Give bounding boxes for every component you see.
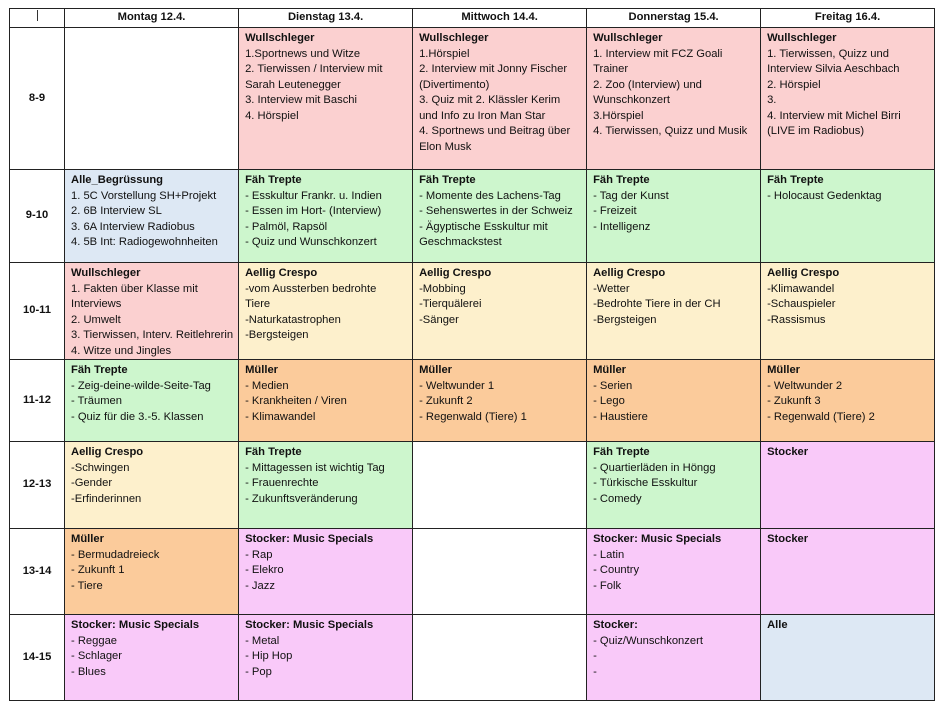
topic-line: - Zukunft 1 [71,564,125,576]
time-slot-row [10,263,935,360]
time-slot-row [10,442,935,529]
schedule-cell [413,529,587,615]
day-header: Montag 12.4. [65,9,239,28]
topic-line: 2. Interview mit Jonny Fischer [419,63,568,75]
time-label: 8-9 [10,28,65,170]
slot-host: Wullschleger [593,32,663,44]
schedule-cell [413,615,587,701]
topic-line: - Weltwunder 2 [767,379,843,392]
topic-line: -Tierquälerei [419,298,482,310]
topic-line: 1.Hörspiel [419,47,470,60]
topic-line: - Zukunft 3 [767,395,821,407]
topic-line: - Esskultur Frankr. u. Indien [245,189,382,202]
topic-line: Wunschkonzert [593,94,670,106]
topic-line: 2. Tierwissen / Interview mit [245,63,383,75]
slot-host: Stocker: Music Specials [245,619,374,631]
topic-line: 4. Hörspiel [245,109,299,122]
topic-line: 3. Tierwissen, Interv. Reitlehrerin [71,329,234,341]
topic-line: - Sehenswertes in der Schweiz [419,205,573,217]
topic-line: Interview Silvia Aeschbach [767,63,900,75]
schedule-cell [65,170,239,263]
slot-host: Wullschleger [419,32,489,44]
topic-line: 1.Sportnews und Witze [245,47,361,60]
schedule-cell [587,442,761,529]
schedule-cell [761,263,935,360]
topic-line: - Intelligenz [593,220,651,233]
topic-line: -Bedrohte Tiere in der CH [593,298,721,310]
topic-line: - Haustiere [593,410,648,423]
topic-line: -vom Aussterben bedrohte [245,282,377,295]
schedule-cell [587,360,761,442]
topic-line: -Gender [71,477,113,489]
topic-line: - Träumen [71,395,122,407]
header-row [10,9,935,28]
topic-line: - Quiz und Wunschkonzert [245,236,377,248]
topic-line: -Rassismus [767,313,826,326]
topic-line: - Krankheiten / Viren [245,395,347,407]
topic-line: - Mittagessen ist wichtig Tag [245,461,385,474]
schedule-cell [65,442,239,529]
schedule-cell [65,529,239,615]
topic-line: 3. Quiz mit 2. Klässler Kerim [419,94,561,106]
schedule-cell [413,263,587,360]
topic-line: -Bergsteigen [245,329,309,341]
slot-host: Wullschleger [71,267,141,279]
topic-line: 4. 5B Int: Radiogewohnheiten [71,236,218,248]
topic-line: 1. 5C Vorstellung SH+Projekt [71,189,217,202]
slot-host: Fäh Trepte [245,446,302,458]
topic-line: - Lego [593,395,625,407]
schedule-cell [413,360,587,442]
time-label: 13-14 [10,529,65,615]
time-label: 9-10 [10,170,65,263]
topic-line: -Wetter [593,282,630,295]
schedule-cell [239,529,413,615]
topic-line: 2. Hörspiel [767,78,821,91]
topic-line: - [593,665,597,678]
slot-host: Aellig Crespo [767,267,840,279]
schedule-cell [761,170,935,263]
schedule-cell [413,28,587,170]
schedule-cell [239,28,413,170]
schedule-cell [65,263,239,360]
topic-line: - Palmöl, Rapsöl [245,220,328,233]
topic-line: 4. Tierwissen, Quizz und Musik [593,125,748,137]
schedule-cell [587,28,761,170]
slot-host: Stocker: Music Specials [71,619,200,631]
day-header: Donnerstag 15.4. [587,9,761,28]
schedule-cell [239,360,413,442]
schedule-cell [761,442,935,529]
topic-line: - Klimawandel [245,410,316,423]
schedule-cell [587,170,761,263]
schedule-cell [587,615,761,701]
slot-host: Fäh Trepte [245,174,302,186]
topic-line: -Schwingen [71,461,130,474]
topic-line: - Weltwunder 1 [419,379,495,392]
time-label: 11-12 [10,360,65,442]
topic-line: - Schlager [71,650,122,662]
schedule-cell [413,170,587,263]
topic-line: - Türkische Esskultur [593,477,698,489]
slot-host: Stocker [767,446,809,458]
topic-line: - Metal [245,634,280,647]
slot-host: Stocker: [593,619,638,631]
topic-line: 3. 6A Interview Radiobus [71,220,195,233]
topic-line: - Quiz für die 3.-5. Klassen [71,410,204,423]
slot-host: Fäh Trepte [767,174,824,186]
slot-host: Aellig Crespo [419,267,492,279]
slot-host: Fäh Trepte [593,446,650,458]
topic-line: - Essen im Hort- (Interview) [245,205,382,217]
topic-line: - Bermudadreieck [71,548,160,561]
schedule-cell [65,615,239,701]
slot-host: Wullschleger [767,32,837,44]
topic-line: - Blues [71,665,106,678]
topic-line: - Reggae [71,634,118,647]
topic-line: - Elekro [245,564,284,576]
schedule-cell [587,529,761,615]
topic-line: 2. 6B Interview SL [71,205,162,217]
slot-host: Müller [767,364,801,376]
topic-line: - Rap [245,548,273,561]
corner-mark [37,10,38,21]
day-header: Freitag 16.4. [761,9,935,28]
topic-line: - Ägyptische Esskultur mit [419,220,548,233]
slot-host: Fäh Trepte [593,174,650,186]
topic-line: - Tag der Kunst [593,189,669,202]
schedule-cell [65,28,239,170]
topic-line: Sarah Leutenegger [245,78,341,91]
topic-line: Interviews [71,298,122,310]
slot-host: Müller [419,364,453,376]
slot-host: Müller [245,364,279,376]
topic-line: - Comedy [593,492,642,505]
slot-host: Fäh Trepte [419,174,476,186]
schedule-cell [761,529,935,615]
topic-line: 4. Interview mit Michel Birri [767,109,901,122]
time-slot-row [10,28,935,170]
topic-line: - Pop [245,665,272,678]
schedule-table [9,8,935,701]
topic-line: (LIVE im Radiobus) [767,125,865,137]
topic-line: - Country [593,564,640,576]
topic-line: - Hip Hop [245,650,293,662]
topic-line: - Folk [593,579,622,592]
topic-line: und Info zu Iron Man Star [419,109,546,122]
topic-line: -Erfinderinnen [71,492,142,505]
topic-line: 2. Zoo (Interview) und [593,78,702,91]
topic-line: 2. Umwelt [71,313,121,326]
slot-host: Aellig Crespo [245,267,318,279]
slot-host: Alle [767,619,788,631]
slot-host: Müller [71,533,104,545]
time-label: 14-15 [10,615,65,701]
topic-line: - Latin [593,548,625,561]
schedule-cell [587,263,761,360]
topic-line: - Holocaust Gedenktag [767,189,882,202]
time-slot-row [10,529,935,615]
slot-host: Aellig Crespo [593,267,666,279]
topic-line: - Regenwald (Tiere) 2 [767,410,875,423]
slot-host: Alle_Begrüssung [71,174,164,186]
topic-line: - Zukunftsveränderung [245,492,358,505]
topic-line: - Momente des Lachens-Tag [419,189,561,202]
corner-cell [10,9,65,28]
schedule-cell [239,263,413,360]
topic-line: Trainer [593,63,629,75]
slot-host: Wullschleger [245,32,315,44]
topic-line: -Schauspieler [767,298,836,310]
topic-line: - Medien [245,379,289,392]
schedule-cell [761,615,935,701]
schedule-cell [239,442,413,529]
topic-line: 4. Witze und Jingles [71,344,172,357]
time-label: 10-11 [10,263,65,360]
topic-line: -Sänger [419,313,459,326]
slot-host: Müller [593,364,627,376]
topic-line: - Serien [593,379,633,392]
topic-line: 3. Interview mit Baschi [245,94,357,106]
slot-host: Stocker [767,533,809,545]
time-slot-row [10,360,935,442]
schedule-cell [239,170,413,263]
schedule-cell [239,615,413,701]
schedule-body [10,28,935,701]
time-label: 12-13 [10,442,65,529]
slot-host: Stocker: Music Specials [593,533,722,545]
topic-line: Elon Musk [419,140,472,153]
day-header: Dienstag 13.4. [239,9,413,28]
topic-line: Tiere [245,298,271,310]
topic-line: - Zukunft 2 [419,395,473,407]
day-header: Mittwoch 14.4. [413,9,587,28]
topic-line: -Bergsteigen [593,313,657,326]
schedule-cell [761,360,935,442]
topic-line: 3. [767,94,777,106]
topic-line: (Divertimento) [419,78,490,91]
slot-host: Aellig Crespo [71,446,144,458]
schedule-cell [65,360,239,442]
schedule-cell [761,28,935,170]
schedule-cell [413,442,587,529]
topic-line: - Frauenrechte [245,477,319,489]
topic-line: - Quiz/Wunschkonzert [593,634,703,647]
topic-line: 4. Sportnews und Beitrag über [419,125,571,137]
topic-line: - Tiere [71,579,103,592]
topic-line: -Naturkatastrophen [245,313,341,326]
topic-line: Geschmackstest [419,236,502,248]
topic-line: -Klimawandel [767,282,835,295]
topic-line: - Zeig-deine-wilde-Seite-Tag [71,379,211,392]
topic-line: - [593,650,597,662]
topic-line: 1. Tierwissen, Quizz und [767,47,889,60]
slot-host: Fäh Trepte [71,364,128,376]
topic-line: - Regenwald (Tiere) 1 [419,410,527,423]
topic-line: 3.Hörspiel [593,109,644,122]
slot-host: Stocker: Music Specials [245,533,374,545]
time-slot-row [10,170,935,263]
time-slot-row [10,615,935,701]
topic-line: 1. Interview mit FCZ Goali [593,47,723,60]
topic-line: - Jazz [245,579,275,592]
topic-line: - Quartierläden in Höngg [593,461,716,474]
topic-line: 1. Fakten über Klasse mit [71,282,198,295]
topic-line: -Mobbing [419,282,466,295]
topic-line: - Freizeit [593,205,637,217]
